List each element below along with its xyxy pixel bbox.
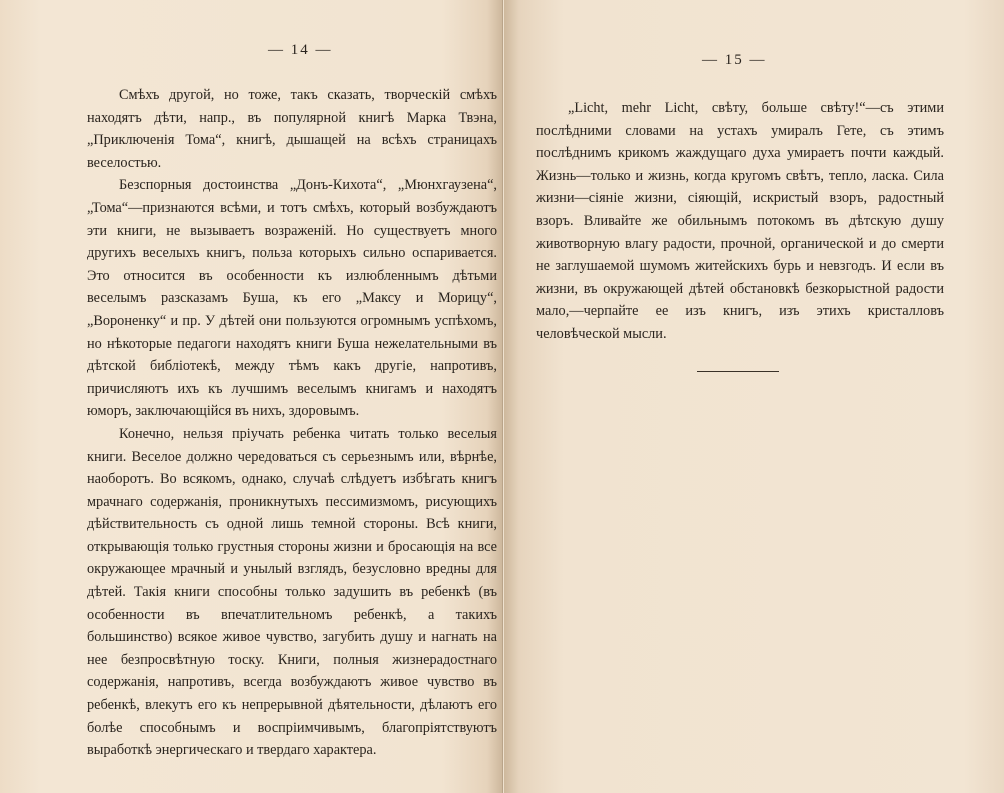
page-number-15: — 15 —: [702, 52, 767, 68]
paragraph: „Licht, mehr Licht, свѣту, больше свѣту!“—съ этими послѣдними словами на устахъ умиралъ Гете, съ этимъ послѣднимъ крикомъ жаждущаго духа умираетъ почти каждый. Жизнь—только и жизнь, когда кругомъ свѣтъ, тепло, ласка. Сила жизни—сіяніе жизни, сіяющій, искристый взоръ, радостный взоръ. Вливайте же обильнымъ потокомъ въ дѣтскую душу животворную влагу радости, прочной, органической и до смерти не заглушаемой шумомъ житейскихъ бурь и невзгодъ. И если въ жизни, въ окружающей дѣтей обстановкѣ безкорыстной радости мало,—черпайте ее изъ книгъ, изъ этихъ кристалловъ человѣческой мысли.: [536, 100, 944, 342]
left-page-text: [87, 84, 497, 762]
right-page-text: [536, 97, 944, 346]
section-end-rule: [697, 371, 779, 372]
right-page: [504, 0, 1004, 793]
paragraph: Смѣхъ другой, но тоже, такъ сказать, творческій смѣхъ находятъ дѣти, напр., въ популярной книгѣ Марка Твэна, „Приключенія Тома“, книгѣ, дышащей на всѣхъ страницахъ веселостью.: [87, 87, 497, 171]
paragraph: Безспорныя достоинства „Донъ-Кихота“, „Мюнхгаузена“, „Тома“—признаются всѣми, и тотъ смѣхъ, который возбуждаютъ эти книги, не вызываетъ возраженій. Но существуетъ много другихъ веселыхъ книгъ, польза которыхъ сильно оспаривается. Это относится въ особенности къ излюбленнымъ дѣтьми веселымъ разсказамъ Буша, къ его „Максу и Морицу“, „Вороненку“ и пр. У дѣтей они пользуются огромнымъ успѣхомъ, но нѣкоторые педагоги находятъ книги Буша нежелательными въ дѣтской библіотекѣ, между тѣмъ какъ другіе, напротивъ, причисляютъ ихъ къ лучшимъ веселымъ книгамъ и находятъ юморъ, заключающійся въ нихъ, здоровымъ.: [87, 177, 497, 420]
page-number-14: — 14 —: [268, 42, 333, 58]
paragraph: Конечно, нельзя пріучать ребенка читать только веселыя книги. Веселое должно чередоваться съ серьезнымъ или, вѣрнѣе, наоборотъ. Во всякомъ, однако, случаѣ слѣдуетъ избѣгать книгъ мрачнаго содержанія, проникнутыхъ пессимизмомъ, рисующихъ дѣйствительность съ одной лишь темной стороны. Всѣ книги, открывающія только грустныя стороны жизни и бросающія на все окружающее мрачный и унылый взглядъ, безусловно вредны для дѣтей. Такія книги способны только задушить въ ребенкѣ (въ особенности въ впечатлительномъ ребенкѣ, а такихъ большинство) всякое живое чувство, загубить душу и нагнать на нее безпросвѣтную тоску. Книги, полныя жизнерадостнаго содержанія, напротивъ, всегда возбуждаютъ живое чувство въ ребенкѣ, влекутъ его къ непрерывной дѣятельности, дѣлаютъ его болѣе способнымъ и воспріимчивымъ, благопріятствуютъ выработкѣ энергическаго и твердаго характера.: [87, 425, 497, 759]
